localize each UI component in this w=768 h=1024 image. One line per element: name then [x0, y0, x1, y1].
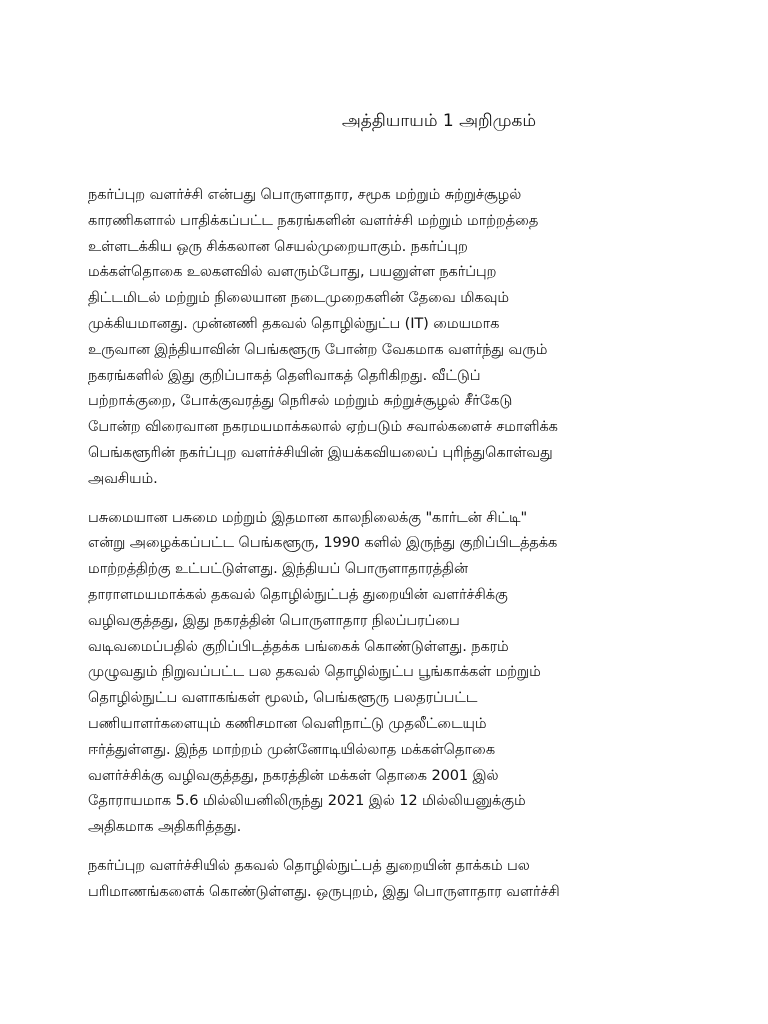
text-line: முக்கியமானது. முன்னணி தகவல் தொழில்நுட்ப (IT) மையமாக [88, 314, 500, 332]
paragraph [88, 505, 708, 840]
text-line: முழுவதும் நிறுவப்பட்ட பல தகவல் தொழில்நுட்ப பூங்காக்கள் மற்றும் [88, 663, 541, 681]
text-line: உள்ளடக்கிய ஒரு சிக்கலான செயல்முறையாகும். நகர்ப்புற [88, 237, 468, 255]
text-line: வழிவகுத்தது, இது நகரத்தின் பொருளாதார நிலப்பரப்பை [88, 611, 460, 629]
paragraph [88, 853, 708, 905]
paragraph [88, 182, 708, 492]
text-line: காரணிகளால் பாதிக்கப்பட்ட நகரங்களின் வளர்ச்சி மற்றும் மாற்றத்தை [88, 211, 539, 229]
document-body [88, 182, 708, 918]
text-line: பணியாளர்களையும் கணிசமான வெளிநாட்டு முதலீட்டையும் [88, 714, 487, 732]
text-line: தோராயமாக 5.6 மில்லியனிலிருந்து 2021 இல் 12 மில்லியனுக்கும் [88, 792, 526, 810]
text-line: மாற்றத்திற்கு உட்பட்டுள்ளது. இந்தியப் பொருளாதாரத்தின் [88, 560, 468, 578]
text-line: ஈர்த்துள்ளது. இந்த மாற்றம் முன்னோடியில்லாத மக்கள்தொகை [88, 740, 496, 758]
text-line: நகர்ப்புற வளர்ச்சி என்பது பொருளாதார, சமூக மற்றும் சுற்றுச்சூழல் [88, 186, 522, 203]
text-line: அதிகமாக அதிகரித்தது. [88, 818, 242, 836]
text-line: போன்ற விரைவான நகரமயமாக்கலால் ஏற்படும் சவால்களைச் சமாளிக்க [88, 418, 558, 436]
text-line: நகர்ப்புற வளர்ச்சியில் தகவல் தொழில்நுட்பத் துறையின் தாக்கம் பல [88, 856, 530, 874]
text-line: வடிவமைப்பதில் குறிப்பிடத்தக்க பங்கைக் கொண்டுள்ளது. நகரம் [88, 637, 509, 655]
text-line: தாராளமயமாக்கல் தகவல் தொழில்நுட்பத் துறையின் வளர்ச்சிக்கு [88, 585, 508, 603]
text-line: வளர்ச்சிக்கு வழிவகுத்தது, நகரத்தின் மக்கள் தொகை 2001 இல் [88, 766, 499, 784]
text-line: நகரங்களில் இது குறிப்பாகத் தெளிவாகத் தெரிகிறது. வீட்டுப் [88, 366, 481, 384]
text-line: திட்டமிடல் மற்றும் நிலையான நடைமுறைகளின் தேவை மிகவும் [88, 289, 510, 307]
text-line: உருவான இந்தியாவின் பெங்களூரு போன்ற வேகமாக வளர்ந்து வரும் [88, 340, 548, 358]
text-line: தொழில்நுட்ப வளாகங்கள் மூலம், பெங்களூரு பலதரப்பட்ட [88, 689, 478, 707]
text-line: என்று அழைக்கப்பட்ட பெங்களூரு, 1990 களில் இருந்து குறிப்பிடத்தக்க [88, 534, 558, 552]
text-line: பரிமாணங்களைக் கொண்டுள்ளது. ஒருபுறம், இது பொருளாதார வளர்ச்சி [88, 882, 560, 900]
text-line: அவசியம். [88, 469, 158, 487]
chapter-title: அத்தியாயம் 1 அறிமுகம் [341, 111, 537, 131]
text-line: மக்கள்தொகை உலகளவில் வளரும்போது, பயனுள்ள நகர்ப்புற [88, 263, 497, 281]
text-line: பற்றாக்குறை, போக்குவரத்து நெரிசல் மற்றும் சுற்றுச்சூழல் சீர்கேடு [88, 392, 513, 410]
text-line: பெங்களூரின் நகர்ப்புற வளர்ச்சியின் இயக்கவியலைப் புரிந்துகொள்வது [88, 443, 553, 461]
text-line: பசுமையான பசுமை மற்றும் இதமான காலநிலைக்கு "கார்டன் சிட்டி" [88, 508, 528, 526]
